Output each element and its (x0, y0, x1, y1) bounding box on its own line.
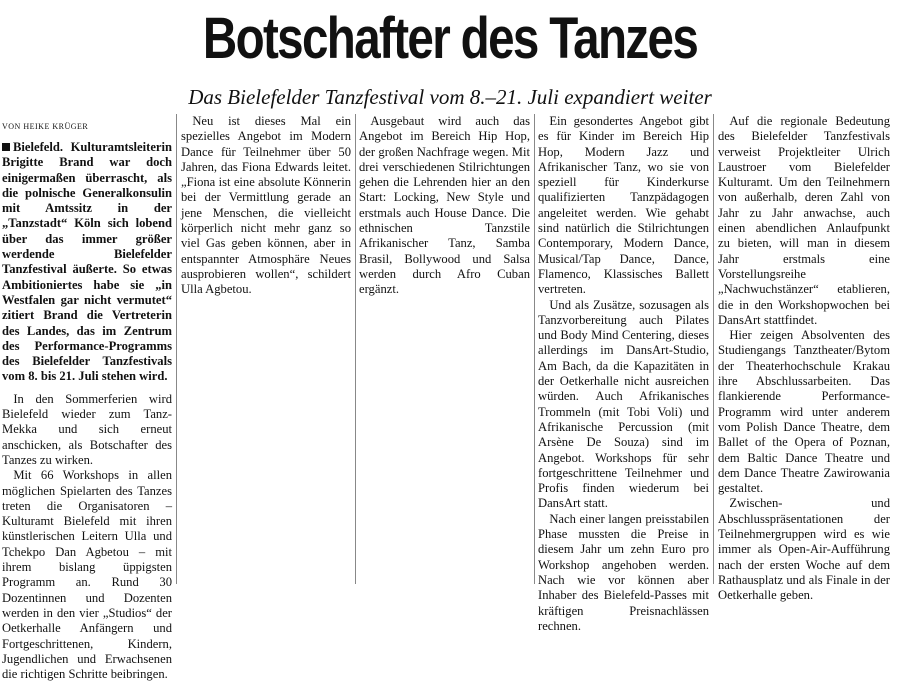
paragraph-4: Ausgebaut wird auch das Angebot im Bereich Hip Hop, der großen Nachfrage wegen. Mit drei verschiedenen Stilrichtungen gehen die Lehrenden hier an den Start: Locking, New Style und erstmals auch House Dance. Die ethnischen Tanzstile Afrikanischer Tanz, Samba Brasil, Bollywood und Salsa werden durch Afro Cuban ergänzt. (359, 114, 530, 297)
paragraph-9: Hier zeigen Absolventen des Studiengangs Tanztheater/Bytom der Theaterhochschule Krakau ihre Abschlussarbeiten. Das flankierende Performance-Programm wird unter anderem vom Polish Dance Theatre, dem Ballet of the Opera of Poznan, dem Baltic Dance Theatre und dem Dance Theatre Zawirowania gestaltet. (718, 328, 890, 496)
paragraph-5: Ein gesondertes Angebot gibt es für Kinder im Bereich Hip Hop, Modern Jazz und Afrikanischer Tanz, wo sie von speziell für Kinderkurse qualifizierten Tanzpädagogen angeleitet werden. Wie gehabt sind natürlich die Stilrichtungen Contemporary, Modern Dance, Musical/Tap Dance, Dance, Flamenco, Klassisches Ballett vertreten. (538, 114, 709, 297)
byline: VON HEIKE KRÜGER (2, 122, 89, 131)
paragraph-7: Nach einer langen preisstabilen Phase mussten die Preise in diesem Jahr um zehn Euro pro Workshop angehoben werden. Nach wie vor können aber Inhaber des Bielefeld-Passes mit kräftigen Preisnachlässen rechnen. (538, 511, 709, 633)
article-column-1 (2, 140, 172, 682)
lead-text: Bielefeld. Kulturamtsleiterin Brigitte Brand war doch einigermaßen überrascht, als die polnische Generalkonsulin mit Amtssitz in der „Tanzstadt“ Köln sich lobend über das immer größer werdende Bielefelder Tanzfestival äußerte. So etwas Ambitioniertes habe sie „in Westfalen gar nicht vermutet“ zitiert Brand die Vertreterin des Landes, das im Zentrum des Performance-Programms des Bielefelder Tanzfestivals vom 8. bis 21. Juli stehen wird. (2, 140, 172, 384)
lead-paragraph (2, 140, 172, 385)
article-column-3 (359, 114, 530, 298)
column-rule (176, 114, 177, 584)
bullet-square-icon (2, 143, 10, 151)
paragraph-8: Auf die regionale Bedeutung des Bielefelder Tanzfestivals verweist Projektleiter Ulrich Laustroer vom Bielefelder Kulturamt. Um den Teilnehmern von außerhalb, deren Zahl von Jahr zu Jahr anwachse, auch einen abendlichen Anlaufpunkt zu bieten, will man in diesem Jahr erstmals eine Vorstellungsreihe „Nachwuchstänzer“ etablieren, die in den Workshopwochen bei DansArt stattfindet. (718, 114, 890, 327)
paragraph-1: In den Sommerferien wird Bielefeld wieder zum Tanz-Mekka und sich erneut anschicken, als Botschafter des Tanzes zu wirken. (2, 391, 172, 467)
paragraph-3: Neu ist dieses Mal ein spezielles Angebot im Modern Dance für Teilnehmer über 50 Jahren, das Fiona Edwards leitet. „Fiona ist eine absolute Könnerin bei der Vermittlung gerade an jene Menschen, die vielleicht körperlich nicht mehr ganz so viel Gas geben können, aber in entspannter Atmosphäre Neues ausprobieren wollen“, schildert Ulla Agbetou. (181, 114, 351, 297)
paragraph-10: Zwischen- und Abschlusspräsentationen der Teilnehmergruppen wird es wie immer als Open-Air-Aufführung nach der ersten Woche auf dem Rathausplatz und als Finale in der Oetkerhalle geben. (718, 496, 890, 603)
paragraph-2: Mit 66 Workshops in allen möglichen Spielarten des Tanzes treten die Organisatoren – Kulturamt Bielefeld mit ihren künstlerischen Leitern Ulla und Tchekpo Dan Agbetou – mit ihrem bislang üppigsten Programm an. Rund 30 Dozentinnen und Dozenten werden in den vier „Studios“ der Oetkerhalle Anfängern und Fortgeschrittenen, Kindern, Jugendlichen und Erwachsenen die richtigen Schritte beibringen. (2, 468, 172, 682)
column-rule (355, 114, 356, 584)
article-column-5 (718, 114, 890, 604)
article-column-2 (181, 114, 351, 298)
subtitle: Das Bielefelder Tanzfestival vom 8.–21. Juli expandiert weiter (188, 85, 712, 109)
article-column-4 (538, 114, 709, 634)
headline: Botschafter des Tanzes (202, 6, 698, 71)
column-rule (534, 114, 535, 584)
column-rule (713, 114, 714, 584)
paragraph-6: Und als Zusätze, sozusagen als Tanzvorbereitung auch Pilates und Body Mind Centering, dieses allerdings im DansArt-Studio, Am Bach, da die Kapazitäten in der Oetkerhalle nicht ausreichen würden. Auch Afrikanisches Trommeln (mit Tobi Voli) und Afrikanische Percussion (mit Arsène De Souza) sind im Angebot. Workshops für sehr fortgeschrittene Teilnehmer und Profis finden wiederum bei DansArt statt. (538, 297, 709, 511)
